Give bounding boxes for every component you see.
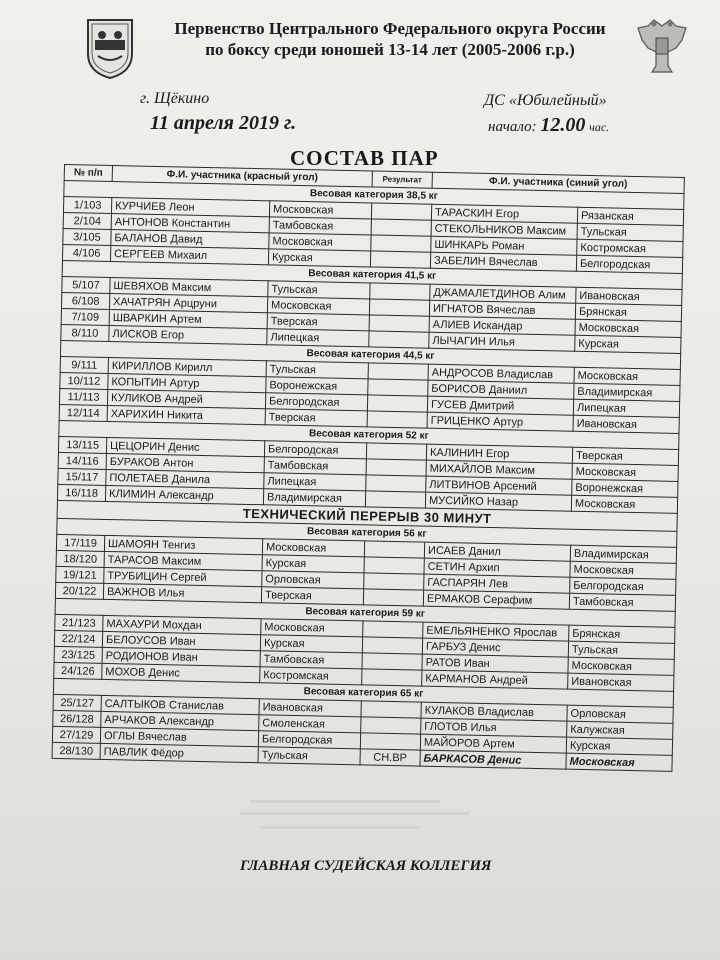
- weight-category-label: Весовая категория 56 кг: [57, 518, 677, 547]
- venue-hall: ДС «Юбилейный»: [484, 92, 607, 109]
- blue-corner-region: Ивановская: [568, 673, 674, 691]
- bout-number: 22/124: [54, 630, 102, 647]
- start-time-value: 12.00: [540, 114, 586, 136]
- blue-corner-region: Московская: [566, 753, 672, 771]
- red-corner-region: Московская: [262, 539, 364, 557]
- blue-corner-name: БОРИСОВ Даниил: [428, 380, 574, 399]
- blue-corner-name: АЛИЕВ Искандар: [429, 316, 575, 335]
- red-corner-region: Тульская: [258, 747, 360, 765]
- red-corner-name: БАЛАНОВ Давид: [111, 230, 269, 249]
- bout-number: 6/108: [61, 292, 109, 309]
- blue-corner-name: МАЙОРОВ Артем: [420, 734, 566, 753]
- blue-corner-name: ЕМЕЛЬЯНЕНКО Ярослав: [423, 622, 569, 641]
- blue-corner-region: Ивановская: [573, 415, 679, 433]
- bout-number: 20/122: [55, 582, 103, 599]
- red-corner-region: Владимирская: [263, 489, 365, 507]
- bout-result: [364, 541, 424, 558]
- red-corner-region: Белгородская: [265, 393, 367, 411]
- red-corner-region: Смоленская: [259, 715, 361, 733]
- red-corner-region: Белгородская: [258, 731, 360, 749]
- blue-corner-region: Калужская: [567, 721, 673, 739]
- bout-number: 28/130: [52, 742, 100, 759]
- technical-break-label: ТЕХНИЧЕСКИЙ ПЕРЕРЫВ 30 МИНУТ: [57, 500, 677, 531]
- blue-corner-name: ГРИЦЕНКО Артур: [427, 412, 573, 431]
- blue-corner-region: Московская: [575, 319, 681, 337]
- red-corner-region: Курская: [260, 635, 362, 653]
- red-corner-region: Тверская: [265, 409, 367, 427]
- bout-number: 25/127: [53, 694, 101, 711]
- bout-number: 12/114: [59, 404, 107, 421]
- bleed-through-mark: [240, 812, 470, 815]
- bout-result: [365, 491, 425, 508]
- blue-corner-name: КУЛАКОВ Владислав: [421, 702, 567, 721]
- red-corner-name: ШВАРКИН Артем: [109, 309, 267, 328]
- blue-corner-region: Брянская: [569, 625, 675, 643]
- bout-result: [364, 573, 424, 590]
- bout-result: [370, 251, 430, 268]
- blue-corner-region: Белгородская: [570, 577, 676, 595]
- start-time: [488, 114, 609, 137]
- red-corner-name: МОХОВ Денис: [102, 663, 260, 682]
- bout-number: 11/113: [59, 388, 107, 405]
- red-corner-region: Липецкая: [264, 473, 366, 491]
- bout-result: [368, 379, 428, 396]
- red-corner-name: ЦЕЦОРИН Денис: [106, 437, 264, 456]
- document-header: [150, 18, 630, 60]
- bout-number: 19/121: [56, 566, 104, 583]
- blue-corner-region: Орловская: [567, 705, 673, 723]
- red-corner-name: АРЧАКОВ Александр: [101, 711, 259, 730]
- blue-corner-name: ДЖАМАЛЕТДИНОВ Алим: [430, 284, 576, 303]
- document-title: СОСТАВ ПАР: [290, 146, 439, 170]
- bout-number: 27/129: [52, 726, 100, 743]
- bout-result: [367, 395, 427, 412]
- red-corner-region: Московская: [269, 201, 371, 219]
- blue-corner-name: ЛЫЧАГИН Илья: [429, 332, 575, 351]
- bout-number: 17/119: [56, 534, 104, 551]
- bout-number: 26/128: [53, 710, 101, 727]
- blue-corner-region: Тульская: [577, 223, 683, 241]
- blue-corner-region: Московская: [572, 463, 678, 481]
- red-corner-name: ТАРАСОВ Максим: [104, 551, 262, 570]
- bleed-through-mark: [250, 800, 440, 803]
- header-title-line2: по боксу среди юношей 13-14 лет (2005-2006 г.р.): [205, 40, 575, 59]
- red-corner-name: МАХАУРИ Мохдан: [103, 615, 261, 634]
- start-label: начало:: [488, 119, 537, 135]
- bouts-table-body: [52, 181, 684, 772]
- blue-corner-name: СТЕКОЛЬНИКОВ Максим: [431, 220, 577, 239]
- red-corner-region: Тамбовская: [260, 651, 362, 669]
- bout-number: 1/103: [63, 197, 111, 214]
- venue-city: г. Щёкино: [140, 90, 210, 107]
- red-corner-name: СЕРГЕЕВ Михаил: [110, 245, 268, 264]
- weight-category-label: Весовая категория 59 кг: [55, 598, 675, 627]
- blue-corner-region: Владимирская: [574, 383, 680, 401]
- red-corner-name: БЕЛОУСОВ Иван: [102, 631, 260, 650]
- blue-corner-region: Белгородская: [576, 255, 682, 273]
- blue-corner-region: Московская: [568, 657, 674, 675]
- blue-corner-name: ГАРБУЗ Денис: [422, 638, 568, 657]
- bout-result: [370, 283, 430, 300]
- blue-corner-region: Рязанская: [577, 207, 683, 225]
- blue-corner-name: БАРКАСОВ Денис: [420, 750, 566, 769]
- blue-corner-name: ШИНКАРЬ Роман: [431, 236, 577, 255]
- bout-result: [366, 475, 426, 492]
- bout-result: [368, 363, 428, 380]
- blue-corner-name: ЛИТВИНОВ Арсений: [426, 476, 572, 495]
- red-corner-region: Тамбовская: [269, 217, 371, 235]
- red-corner-region: Курская: [262, 555, 364, 573]
- bout-result: [369, 331, 429, 348]
- red-corner-region: Тамбовская: [264, 457, 366, 475]
- blue-corner-region: Московская: [570, 561, 676, 579]
- red-corner-region: Московская: [269, 233, 371, 251]
- bout-result: [369, 299, 429, 316]
- red-corner-region: Белгородская: [264, 441, 366, 459]
- bout-result: [371, 235, 431, 252]
- red-corner-name: ВАЖНОВ Илья: [103, 583, 261, 602]
- red-corner-name: ШЕВЯХОВ Максим: [110, 277, 268, 296]
- blue-corner-region: Костромская: [577, 239, 683, 257]
- bout-result: [366, 459, 426, 476]
- blue-corner-region: Владимирская: [570, 545, 676, 563]
- blue-corner-name: ГАСПАРЯН Лев: [424, 574, 570, 593]
- blue-corner-name: СЕТИН Архип: [424, 558, 570, 577]
- blue-corner-name: РАТОВ Иван: [422, 654, 568, 673]
- bout-result: [363, 621, 423, 638]
- blue-corner-region: Тульская: [568, 641, 674, 659]
- header-num: № п/п: [64, 165, 112, 182]
- red-corner-name: КОПЫТИН Артур: [108, 373, 266, 392]
- red-corner-name: ХАРИХИН Никита: [107, 405, 265, 424]
- bout-number: 8/110: [61, 324, 109, 341]
- weight-category-label: Весовая категория 41,5 кг: [62, 260, 682, 289]
- bout-number: 24/126: [54, 662, 102, 679]
- bout-number: 14/116: [58, 452, 106, 469]
- blue-corner-region: Тверская: [572, 447, 678, 465]
- bleed-through-mark: [260, 826, 420, 829]
- weight-category-label: Весовая категория 52 кг: [59, 420, 679, 449]
- blue-corner-name: ТАРАСКИН Егор: [431, 204, 577, 223]
- blue-corner-name: АНДРОСОВ Владислав: [428, 364, 574, 383]
- blue-corner-region: Воронежская: [572, 479, 678, 497]
- bout-number: 10/112: [60, 372, 108, 389]
- bout-result: [361, 717, 421, 734]
- bout-result: [364, 557, 424, 574]
- bout-result: [362, 669, 422, 686]
- header-red-corner: Ф.И. участника (красный угол): [112, 166, 372, 187]
- red-corner-name: КИРИЛЛОВ Кирилл: [108, 357, 266, 376]
- red-corner-region: Орловская: [262, 571, 364, 589]
- bout-number: 23/125: [54, 646, 102, 663]
- bout-number: 7/109: [61, 308, 109, 325]
- red-corner-region: Московская: [261, 619, 363, 637]
- red-corner-name: ХАЧАТРЯН Арцруни: [109, 293, 267, 312]
- blue-corner-name: ИГНАТОВ Вячеслав: [429, 300, 575, 319]
- bout-result: [362, 653, 422, 670]
- bout-number: 4/106: [62, 244, 110, 261]
- blue-corner-region: Курская: [575, 335, 681, 353]
- bout-number: 3/105: [63, 228, 111, 245]
- red-corner-region: Тверская: [267, 313, 369, 331]
- blue-corner-region: Курская: [566, 737, 672, 755]
- bout-number: 5/107: [62, 276, 110, 293]
- blue-corner-region: Московская: [571, 495, 677, 513]
- red-corner-name: БУРАКОВ Антон: [106, 453, 264, 472]
- double-headed-eagle-emblem-icon: [634, 18, 690, 76]
- bout-number: 13/115: [58, 436, 106, 453]
- red-corner-name: РОДИОНОВ Иван: [102, 647, 260, 666]
- red-corner-region: Курская: [268, 249, 370, 267]
- red-corner-name: ШАМОЯН Тенгиз: [104, 535, 262, 554]
- red-corner-name: ОГЛЫ Вячеслав: [100, 727, 258, 746]
- red-corner-name: ПОЛЕТАЕВ Данила: [106, 469, 264, 488]
- bout-number: 21/123: [55, 614, 103, 631]
- red-corner-region: Костромская: [260, 667, 362, 685]
- red-corner-region: Воронежская: [266, 377, 368, 395]
- red-corner-region: Тульская: [266, 361, 368, 379]
- weight-category-label: Весовая категория 65 кг: [53, 678, 673, 707]
- blue-corner-name: КАРМАНОВ Андрей: [422, 670, 568, 689]
- red-corner-region: Московская: [267, 297, 369, 315]
- blue-corner-name: КАЛИНИН Егор: [426, 444, 572, 463]
- bout-result: [367, 411, 427, 428]
- bout-result: СН.ВР: [360, 749, 420, 766]
- red-corner-name: КУЛИКОВ Андрей: [107, 389, 265, 408]
- red-corner-name: ЛИСКОВ Егор: [109, 325, 267, 344]
- blue-corner-region: Липецкая: [573, 399, 679, 417]
- blue-corner-name: ГУСЕВ Дмитрий: [427, 396, 573, 415]
- bout-result: [360, 733, 420, 750]
- blue-corner-region: Тамбовская: [569, 593, 675, 611]
- bout-number: 15/117: [58, 468, 106, 485]
- bout-result: [363, 589, 423, 606]
- blue-corner-name: МИХАЙЛОВ Максим: [426, 460, 572, 479]
- bout-number: 18/120: [56, 550, 104, 567]
- bout-number: 2/104: [63, 212, 111, 229]
- header-blue-corner: Ф.И. участника (синий угол): [432, 172, 684, 193]
- event-date: 11 апреля 2019 г.: [150, 112, 297, 134]
- header-title-line1: Первенство Центрального Федерального округа России: [174, 19, 606, 38]
- bout-result: [361, 701, 421, 718]
- blue-corner-region: Ивановская: [576, 287, 682, 305]
- red-corner-region: Тверская: [261, 587, 363, 605]
- red-corner-region: Тульская: [268, 281, 370, 299]
- blue-corner-region: Московская: [574, 367, 680, 385]
- bout-number: 9/111: [60, 356, 108, 373]
- weight-category-label: Весовая категория 38,5 кг: [64, 181, 684, 210]
- red-corner-name: ТРУБИЦИН Сергей: [104, 567, 262, 586]
- boxing-federation-logo-icon: [80, 14, 140, 80]
- blue-corner-region: Брянская: [575, 303, 681, 321]
- blue-corner-name: ЗАБЕЛИН Вячеслав: [430, 252, 576, 271]
- judges-panel-signature: ГЛАВНАЯ СУДЕЙСКАЯ КОЛЛЕГИЯ: [240, 858, 492, 874]
- blue-corner-name: ЕРМАКОВ Серафим: [423, 590, 569, 609]
- bout-result: [362, 637, 422, 654]
- red-corner-name: КЛИМИН Александр: [105, 485, 263, 504]
- red-corner-name: САЛТЫКОВ Станислав: [101, 695, 259, 714]
- red-corner-name: ПАВЛИК Фёдор: [100, 743, 258, 762]
- bouts-table: [52, 164, 685, 772]
- red-corner-name: АНТОНОВ Константин: [111, 214, 269, 233]
- bout-result: [371, 219, 431, 236]
- red-corner-region: Липецкая: [267, 329, 369, 347]
- bout-result: [366, 443, 426, 460]
- start-time-unit: час.: [589, 120, 610, 134]
- bout-number: 16/118: [57, 484, 105, 501]
- blue-corner-name: ГЛОТОВ Илья: [421, 718, 567, 737]
- blue-corner-name: ИСАЕВ Данил: [424, 542, 570, 561]
- bout-result: [369, 315, 429, 332]
- blue-corner-name: МУСИЙКО Назар: [425, 492, 571, 511]
- bout-result: [371, 203, 431, 220]
- red-corner-region: Ивановская: [259, 699, 361, 717]
- weight-category-label: Весовая категория 44,5 кг: [60, 340, 680, 369]
- red-corner-name: КУРЧИЕВ Леон: [111, 198, 269, 217]
- header-result: Результат: [372, 171, 432, 188]
